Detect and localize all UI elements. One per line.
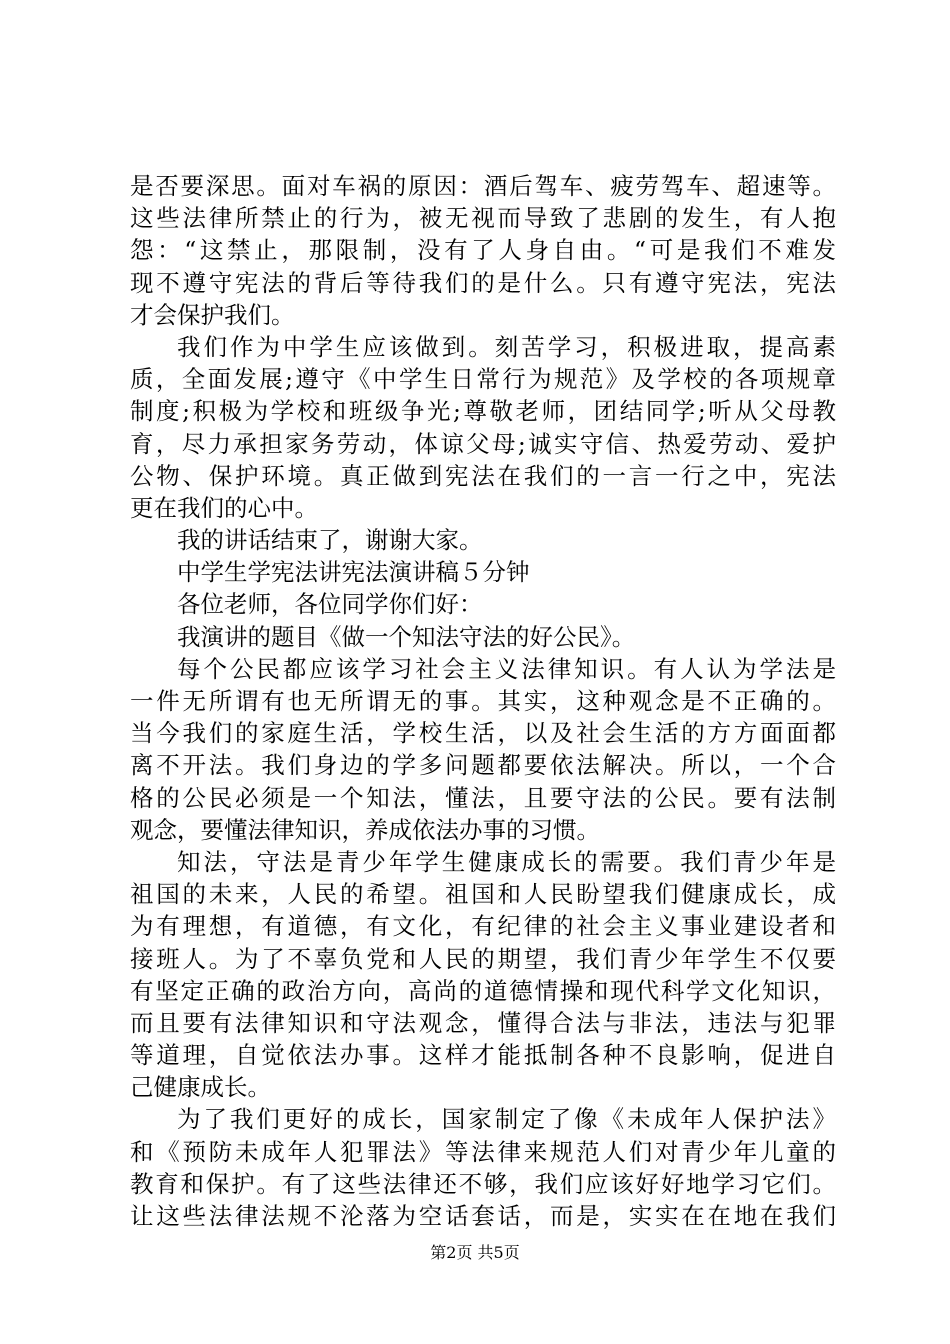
text-line: 离不开法。我们身边的学多问题都要依法解决。所以，一个合 bbox=[130, 751, 836, 780]
text-line: 有坚定正确的政治方向，高尚的道德情操和现代科学文化知识， bbox=[130, 976, 836, 1005]
text-line: 制度;积极为学校和班级争光;尊敬老师，团结同学;听从父母教 bbox=[130, 397, 836, 426]
text-line: 育，尽力承担家务劳动，体谅父母;诚实守信、热爱劳动、爱护 bbox=[130, 429, 836, 458]
text-line: 接班人。为了不辜负党和人民的期望，我们青少年学生不仅要 bbox=[130, 944, 836, 973]
text-line: 和《预防未成年人犯罪法》等法律来规范人们对青少年儿童的 bbox=[130, 1137, 836, 1166]
text-line: 格的公民必须是一个知法，懂法，且要守法的公民。要有法制 bbox=[130, 783, 836, 812]
text-line: 己健康成长。 bbox=[130, 1073, 271, 1102]
body-text bbox=[130, 170, 836, 1232]
text-line: 才会保护我们。 bbox=[130, 300, 295, 329]
text-line: 祖国的未来，人民的希望。祖国和人民盼望我们健康成长，成 bbox=[130, 880, 836, 909]
text-line: 一件无所谓有也无所谓无的事。其实，这种观念是不正确的。 bbox=[130, 687, 836, 715]
text-line: 等道理，自觉依法办事。这样才能抵制各种不良影响，促进自 bbox=[130, 1041, 836, 1070]
text-line: 公物、保护环境。真正做到宪法在我们的一言一行之中，宪法 bbox=[130, 461, 836, 490]
text-line: 让这些法律法规不沦落为空话套话，而是，实实在在地在我们 bbox=[130, 1202, 836, 1230]
text-line: 中学生学宪法讲宪法演讲稿５分钟 bbox=[177, 558, 530, 587]
text-line: 每个公民都应该学习社会主义法律知识。有人认为学法是 bbox=[177, 654, 836, 683]
text-line: 当今我们的家庭生活，学校生活，以及社会生活的方方面面都 bbox=[130, 719, 836, 748]
text-line: 更在我们的心中。 bbox=[130, 493, 318, 522]
text-line: 各位老师，各位同学你们好： bbox=[177, 590, 483, 619]
text-line: 我们作为中学生应该做到。刻苦学习，积极进取，提高素 bbox=[177, 332, 836, 361]
text-line: 教育和保护。有了这些法律还不够，我们应该好好地学习它们。 bbox=[130, 1169, 836, 1198]
text-line: 这些法律所禁止的行为，被无视而导致了悲剧的发生，有人抱 bbox=[130, 204, 836, 233]
text-line: 我演讲的题目《做一个知法守法的好公民》。 bbox=[177, 622, 636, 651]
text-line: 是否要深思。面对车祸的原因：酒后驾车、疲劳驾车、超速等。 bbox=[130, 172, 836, 200]
text-line: 为有理想，有道德，有文化，有纪律的社会主义事业建设者和 bbox=[130, 912, 836, 941]
page-footer: 第2页 共5页 bbox=[430, 1243, 520, 1262]
text-line: 质，全面发展;遵守《中学生日常行为规范》及学校的各项规章 bbox=[130, 365, 836, 394]
text-line: 观念，要懂法律知识，养成依法办事的习惯。 bbox=[130, 815, 600, 844]
text-line: 我的讲话结束了，谢谢大家。 bbox=[177, 526, 483, 555]
text-line: 现不遵守宪法的背后等待我们的是什么。只有遵守宪法，宪法 bbox=[130, 268, 836, 297]
text-line: 怨：“这禁止，那限制，没有了人身自由。“可是我们不难发 bbox=[130, 236, 836, 265]
text-line: 知法，守法是青少年学生健康成长的需要。我们青少年是 bbox=[177, 847, 836, 876]
text-line: 而且要有法律知识和守法观念，懂得合法与非法，违法与犯罪 bbox=[130, 1008, 836, 1037]
text-line: 为了我们更好的成长，国家制定了像《未成年人保护法》 bbox=[177, 1105, 836, 1134]
